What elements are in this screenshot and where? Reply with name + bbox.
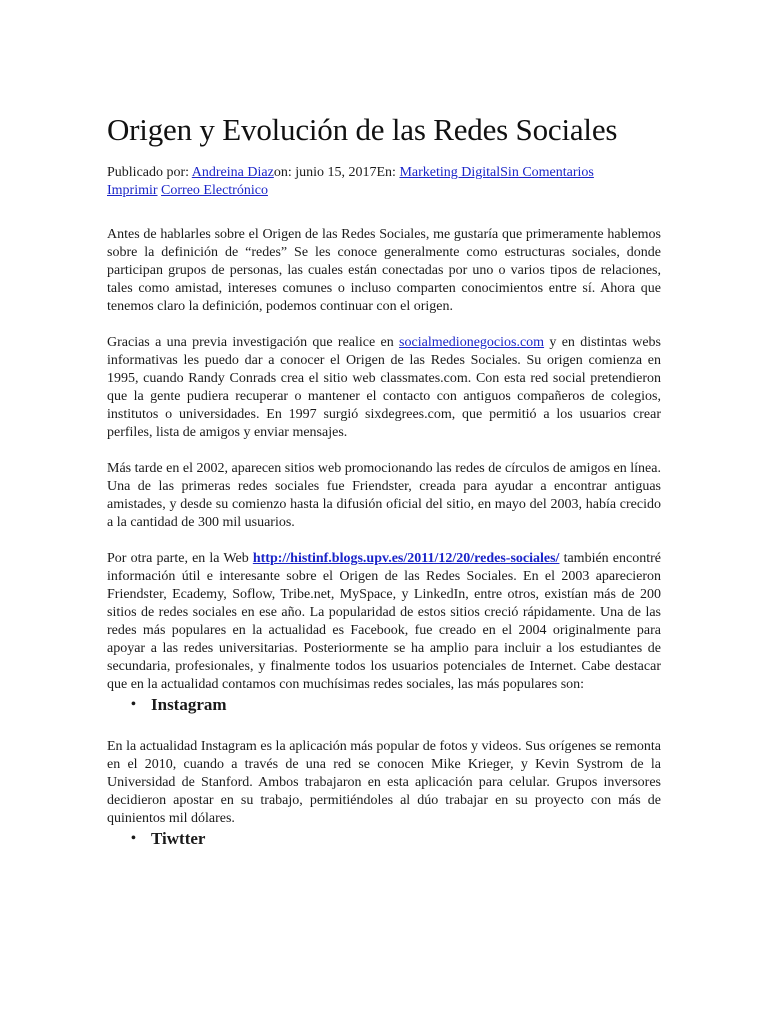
comments-link[interactable]: Sin Comentarios bbox=[500, 165, 594, 180]
paragraph-definition: Antes de hablarles sobre el Origen de las Redes Sociales, me gustaría que primeramente hablemos sobre la definición de “redes” Se les conoce generalmente como estructuras sociales, donde participan grupos de personas, las cuales están conectadas por uno o varios tipos de relaciones, tales como amistad, intereses comunes o incluso comparten conocimientos entre sí. Ahora que tenemos claro la definición, podemos continuar con el origen. bbox=[107, 227, 661, 314]
list-item bbox=[131, 828, 661, 850]
list-item-label-instagram: Instagram bbox=[151, 695, 227, 714]
social-list-twitter bbox=[107, 828, 661, 850]
paragraph-histinf-text-1: Por otra parte, en la Web bbox=[107, 551, 253, 566]
paragraph-instagram: En la actualidad Instagram es la aplicación más popular de fotos y videos. Sus orígenes se remonta en el 2010, cuando a través de una red se conocen Mike Krieger, y Kevin Systrom de la Universidad de Stanford. Ambos trabajaron en esta aplicación para celular. Grupos inversores decidieron apostar en su trabajo, permitiéndoles al dúo trabajar en su proyecto con más de quinientos mil dólares. bbox=[107, 739, 661, 826]
source-link-histinf[interactable]: http://histinf.blogs.upv.es/2011/12/20/redes-sociales/ bbox=[252, 551, 560, 566]
social-list-instagram bbox=[107, 694, 661, 716]
article-meta bbox=[107, 164, 661, 200]
date-text: on: junio 15, 2017En: bbox=[273, 165, 400, 180]
paragraph-histinf-text-2: también encontré información útil e interesante sobre el Origen de las Redes Sociales. En el 2003 aparecieron Friendster, Ecademy, Soflow, Tribe.net, MySpace, y LinkedIn, entre otros, existían más de 200 sitios de redes sociales en ese año. La popularidad de estos sitios creció rápidamente. Una de las redes más populares en la actualidad es Facebook, fue creado en el 2004 originalmente para apoyar a las redes universitarias. Posteriormente se ha amplio para incluir a los estudiantes de secundaria, profesionales, y finalmente todos los usuarios potenciales de Internet. Cabe destacar que en la actualidad contamos con muchísimas redes sociales, las más populares son: bbox=[107, 551, 661, 692]
bullet-icon: • bbox=[131, 831, 136, 846]
email-link[interactable]: Correo Electrónico bbox=[161, 183, 268, 198]
article-title: Origen y Evolución de las Redes Sociales bbox=[107, 112, 618, 147]
list-item-label-twitter: Tiwtter bbox=[151, 829, 206, 848]
paragraph-origin-text-2: y en distintas webs informativas les puedo dar a conocer el Origen de las Redes Sociales. Su origen comienza en 1995, cuando Randy Conrads crea el sitio web classmates.com. Con esta red social pretendieron que la gente pudiera recuperar o mantener el contacto con antiguos compañeros de colegios, institutos o universidades. En 1997 surgió sixdegrees.com, que permitió a los usuarios crear perfiles, lista de amigos y enviar mensajes. bbox=[107, 335, 661, 440]
bullet-icon: • bbox=[131, 697, 136, 712]
paragraph-origin-text-1: Gracias a una previa investigación que realice en bbox=[107, 335, 400, 350]
paragraph-origin bbox=[107, 334, 661, 442]
paragraph-2002: Más tarde en el 2002, aparecen sitios web promocionando las redes de círculos de amigos en línea. Una de las primeras redes sociales fue Friendster, creada para ayudar a encontrar antiguas amistades, y desde su comienzo hasta la difusión oficial del sitio, en mayo del 2003, había crecido a la cantidad de 300 mil usuarios. bbox=[107, 461, 661, 530]
print-link[interactable]: Imprimir bbox=[107, 183, 158, 198]
author-link[interactable]: Andreina Diaz bbox=[191, 165, 274, 180]
published-by-label: Publicado por: bbox=[107, 165, 192, 180]
source-link-socialmedionegocios[interactable]: socialmedionegocios.com bbox=[399, 335, 545, 350]
category-link[interactable]: Marketing Digital bbox=[399, 165, 501, 180]
paragraph-histinf bbox=[107, 550, 661, 694]
list-item bbox=[131, 694, 661, 716]
